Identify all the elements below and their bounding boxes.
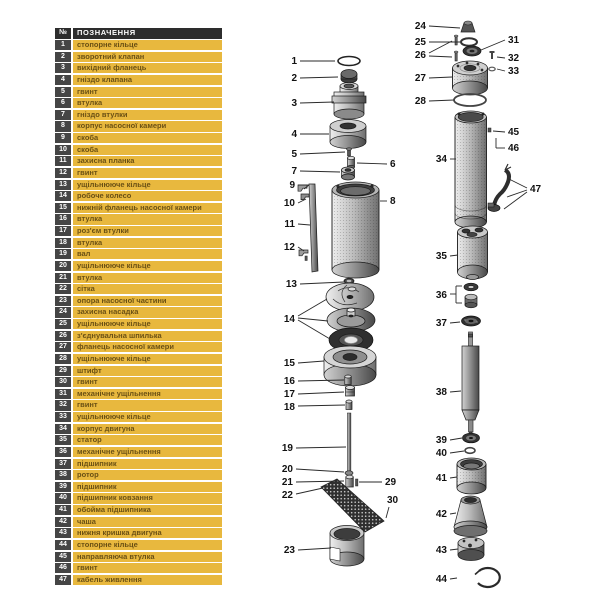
row-label: гвинт	[73, 168, 222, 178]
row-label: стопорне кільце	[73, 540, 222, 550]
row-number: 30	[55, 377, 71, 387]
callout-26: 26	[414, 50, 426, 61]
callout-28: 28	[414, 96, 426, 107]
row-number: 34	[55, 424, 71, 434]
row-label: втулка	[73, 98, 222, 108]
row-label: зворотний клапан	[73, 52, 222, 62]
part-26-connecting-studs	[454, 35, 458, 61]
callout-36: 36	[435, 290, 447, 301]
row-number: 16	[55, 214, 71, 224]
callout-42: 42	[435, 509, 447, 520]
row-number: 29	[55, 366, 71, 376]
row-label: підшипник	[73, 459, 222, 469]
row-number: 18	[55, 238, 71, 248]
callout-13: 13	[285, 279, 297, 290]
callout-19: 19	[281, 443, 293, 454]
callout-6: 6	[390, 159, 396, 170]
callout-24: 24	[414, 21, 426, 32]
callout-16: 16	[283, 376, 295, 387]
row-label: гвинт	[73, 377, 222, 387]
row-label: чаша	[73, 517, 222, 527]
part-45-guide-bushing	[488, 128, 491, 132]
part-40-slide-bearing	[465, 448, 475, 454]
callout-44: 44	[435, 574, 447, 585]
leader-line	[450, 549, 458, 550]
part-47-power-cable	[488, 164, 511, 212]
row-number: 7	[55, 110, 71, 120]
leader-line	[300, 102, 334, 103]
part-37-bearing	[462, 316, 481, 326]
callout-34: 34	[435, 154, 447, 165]
leader-line	[298, 320, 330, 339]
row-label: гніздо клапана	[73, 75, 222, 85]
part-14-impeller-assembly	[326, 283, 375, 352]
callout-29: 29	[385, 477, 397, 488]
row-number: 27	[55, 342, 71, 352]
callout-overlay	[282, 21, 542, 585]
row-number: 3	[55, 63, 71, 73]
row-number: 23	[55, 296, 71, 306]
row-label: підшипник	[73, 482, 222, 492]
part-21-bushing	[346, 475, 354, 487]
callout-33: 33	[508, 66, 520, 77]
row-number: 8	[55, 121, 71, 131]
part-20-seal-ring	[345, 471, 353, 475]
row-number: 39	[55, 482, 71, 492]
leader-line	[298, 392, 344, 394]
part-8-pump-chamber-body	[332, 182, 379, 278]
leader-line	[509, 179, 527, 188]
row-label: гніздо втулки	[73, 110, 222, 120]
row-label: статор	[73, 435, 222, 445]
callout-8: 8	[390, 196, 396, 207]
leader-line	[429, 100, 454, 101]
leader-line	[298, 299, 327, 316]
callout-43: 43	[435, 545, 447, 556]
callout-38: 38	[435, 387, 447, 398]
row-number: 5	[55, 87, 71, 97]
row-number: 4	[55, 75, 71, 85]
row-label: втулка	[73, 273, 222, 283]
callout-9: 9	[289, 180, 295, 191]
callout-11: 11	[284, 219, 295, 230]
leader-line	[507, 190, 527, 197]
callout-39: 39	[435, 435, 447, 446]
callout-23: 23	[283, 545, 295, 556]
row-number: 17	[55, 226, 71, 236]
row-number: 24	[55, 307, 71, 317]
part-29-pin	[356, 479, 358, 486]
row-label: ущільнююче кільце	[73, 412, 222, 422]
row-label: з'єднувальна шпилька	[73, 331, 222, 341]
row-number: 26	[55, 331, 71, 341]
callout-18: 18	[283, 402, 295, 413]
pump-exploded-view	[298, 57, 384, 567]
callout-41: 41	[435, 473, 447, 484]
row-label: кабель живлення	[73, 575, 222, 585]
row-label: направляюча втулка	[73, 552, 222, 562]
row-label: роз'єм втулки	[73, 226, 222, 236]
row-number: 14	[55, 191, 71, 201]
part-31-mechanical-seal	[463, 46, 481, 56]
callout-32: 32	[508, 53, 520, 64]
callout-31: 31	[508, 35, 520, 46]
leader-line	[300, 152, 345, 154]
row-number: 1	[55, 40, 71, 50]
row-label: втулка	[73, 238, 222, 248]
leader-line	[300, 282, 344, 284]
row-number: 12	[55, 168, 71, 178]
part-36-mechanical-seal	[464, 283, 478, 308]
part-7-bushing-socket	[342, 167, 355, 180]
row-number: 20	[55, 261, 71, 271]
row-label: ущільнююче кільце	[73, 261, 222, 271]
part-5-screw	[347, 148, 352, 156]
leader-line	[429, 77, 452, 78]
row-number: 35	[55, 435, 71, 445]
row-label: захисна насадка	[73, 307, 222, 317]
row-label: ущільнююче кільце	[73, 180, 222, 190]
row-number: 6	[55, 98, 71, 108]
row-number: 40	[55, 493, 71, 503]
callout-20: 20	[281, 464, 293, 475]
leader-line	[497, 69, 505, 71]
leader-line	[429, 41, 452, 53]
row-number: 42	[55, 517, 71, 527]
leader-line	[450, 438, 462, 440]
leader-line	[450, 578, 457, 579]
row-label: скоба	[73, 145, 222, 155]
motor-exploded-view	[453, 21, 512, 587]
row-number: 28	[55, 354, 71, 364]
row-label: ротор	[73, 470, 222, 480]
leader-line	[450, 451, 464, 453]
row-number: 41	[55, 505, 71, 515]
leader-line	[300, 77, 338, 78]
row-number: 37	[55, 459, 71, 469]
part-32-screw	[490, 51, 495, 59]
row-number: 33	[55, 412, 71, 422]
leader-line	[497, 57, 505, 58]
part-43-bottom-cover	[458, 538, 484, 561]
callout-1: 1	[291, 56, 297, 67]
part-35-stator	[458, 226, 488, 280]
row-label: механічне ущільнення	[73, 389, 222, 399]
row-number: 47	[55, 575, 71, 585]
callout-47: 47	[530, 184, 542, 195]
row-label: гвинт	[73, 563, 222, 573]
row-number: 32	[55, 400, 71, 410]
callout-45: 45	[508, 127, 520, 138]
callout-2: 2	[291, 73, 297, 84]
row-label: нижня кришка двигуна	[73, 528, 222, 538]
part-38-rotor	[462, 332, 479, 436]
leader-line	[450, 391, 461, 392]
leader-line	[429, 26, 460, 28]
leader-line	[357, 163, 387, 164]
leader-line	[386, 507, 389, 518]
row-label: робоче колесо	[73, 191, 222, 201]
table-header-designation: ПОЗНАЧЕННЯ	[73, 28, 222, 39]
part-27-chamber-flange	[453, 61, 488, 95]
row-number: 2	[55, 52, 71, 62]
callout-10: 10	[283, 198, 295, 209]
row-label: втулка	[73, 214, 222, 224]
part-25-o-ring	[461, 38, 477, 46]
row-number: 21	[55, 273, 71, 283]
callout-4: 4	[291, 129, 297, 140]
leader-line	[429, 56, 452, 57]
callout-21: 21	[281, 477, 293, 488]
row-label: корпус двигуна	[73, 424, 222, 434]
row-number: 19	[55, 249, 71, 259]
callout-35: 35	[435, 251, 447, 262]
part-4-valve-seat	[330, 120, 366, 149]
leader-line	[296, 447, 346, 448]
leader-line	[298, 405, 345, 406]
part-19-shaft	[347, 413, 351, 472]
row-label: опора насосної частини	[73, 296, 222, 306]
callout-46: 46	[508, 143, 520, 154]
row-label: механічне ущільнення	[73, 447, 222, 457]
row-label: ущільнююче кільце	[73, 319, 222, 329]
row-number: 15	[55, 203, 71, 213]
leader-line	[504, 192, 527, 209]
part-17-bushing-joint	[346, 386, 355, 397]
row-number: 36	[55, 447, 71, 457]
part-11-protective-plank	[309, 184, 318, 272]
part-33-small-ring	[489, 67, 495, 71]
callout-15: 15	[283, 358, 295, 369]
callout-37: 37	[435, 318, 447, 329]
part-42-cup	[454, 496, 487, 537]
callout-30: 30	[387, 495, 399, 506]
row-label: фланець насосної камери	[73, 342, 222, 352]
leader-line	[298, 224, 310, 225]
leader-line	[450, 322, 460, 323]
row-number: 45	[55, 552, 71, 562]
part-44-retaining-ring	[475, 568, 500, 587]
row-label: нижній фланець насосної камери	[73, 203, 222, 213]
row-number: 11	[55, 156, 71, 166]
row-label: ущільнююче кільце	[73, 354, 222, 364]
row-number: 43	[55, 528, 71, 538]
row-label: скоба	[73, 133, 222, 143]
part-39-bearing	[463, 433, 480, 443]
callout-40: 40	[435, 448, 447, 459]
row-label: захисна планка	[73, 156, 222, 166]
row-number: 31	[55, 389, 71, 399]
callout-27: 27	[414, 73, 426, 84]
callout-12: 12	[283, 242, 295, 253]
callout-5: 5	[291, 149, 297, 160]
row-number: 25	[55, 319, 71, 329]
row-number: 9	[55, 133, 71, 143]
part-12-screw-clamp	[299, 250, 308, 261]
row-label: штифт	[73, 366, 222, 376]
part-2-check-valve	[341, 70, 357, 84]
leader-line	[450, 477, 457, 478]
part-18-bushing	[346, 400, 352, 410]
leader-line	[300, 171, 340, 172]
callout-3: 3	[291, 98, 297, 109]
leader-line	[296, 469, 344, 472]
row-number: 44	[55, 540, 71, 550]
row-label: корпус насосної камери	[73, 121, 222, 131]
leader-line	[298, 548, 331, 550]
part-34-motor-body	[455, 111, 487, 228]
row-number: 13	[55, 180, 71, 190]
row-label: стопорне кільце	[73, 40, 222, 50]
table-header-number: №	[55, 28, 71, 39]
row-label: гвинт	[73, 87, 222, 97]
leader-line	[298, 318, 328, 321]
row-number: 10	[55, 145, 71, 155]
part-1-stop-ring	[338, 57, 360, 66]
row-label: вихідний фланець	[73, 63, 222, 73]
callout-22: 22	[281, 490, 293, 501]
callout-25: 25	[414, 37, 426, 48]
leader-line	[481, 40, 505, 50]
row-label: підшипник ковзання	[73, 493, 222, 503]
leader-line	[298, 361, 324, 363]
row-number: 46	[55, 563, 71, 573]
part-24-protective-cap	[461, 21, 475, 32]
part-10-clamp	[301, 194, 309, 200]
row-number: 38	[55, 470, 71, 480]
row-label: вал	[73, 249, 222, 259]
part-41-bearing-holder	[457, 458, 486, 494]
leader-line	[493, 131, 505, 132]
callout-17: 17	[283, 389, 295, 400]
leader-line	[450, 513, 456, 514]
part-23-pump-support	[330, 526, 364, 567]
part-16-bushing	[345, 375, 351, 385]
part-28-o-ring-large	[454, 94, 486, 106]
row-number: 22	[55, 284, 71, 294]
callout-7: 7	[291, 166, 297, 177]
row-label: гвинт	[73, 400, 222, 410]
leader-line	[450, 255, 458, 256]
part-3-output-flange	[332, 83, 366, 120]
leader-line	[296, 488, 323, 494]
row-label: сітка	[73, 284, 222, 294]
callout-14: 14	[283, 314, 295, 325]
row-label: обойма підшипника	[73, 505, 222, 515]
